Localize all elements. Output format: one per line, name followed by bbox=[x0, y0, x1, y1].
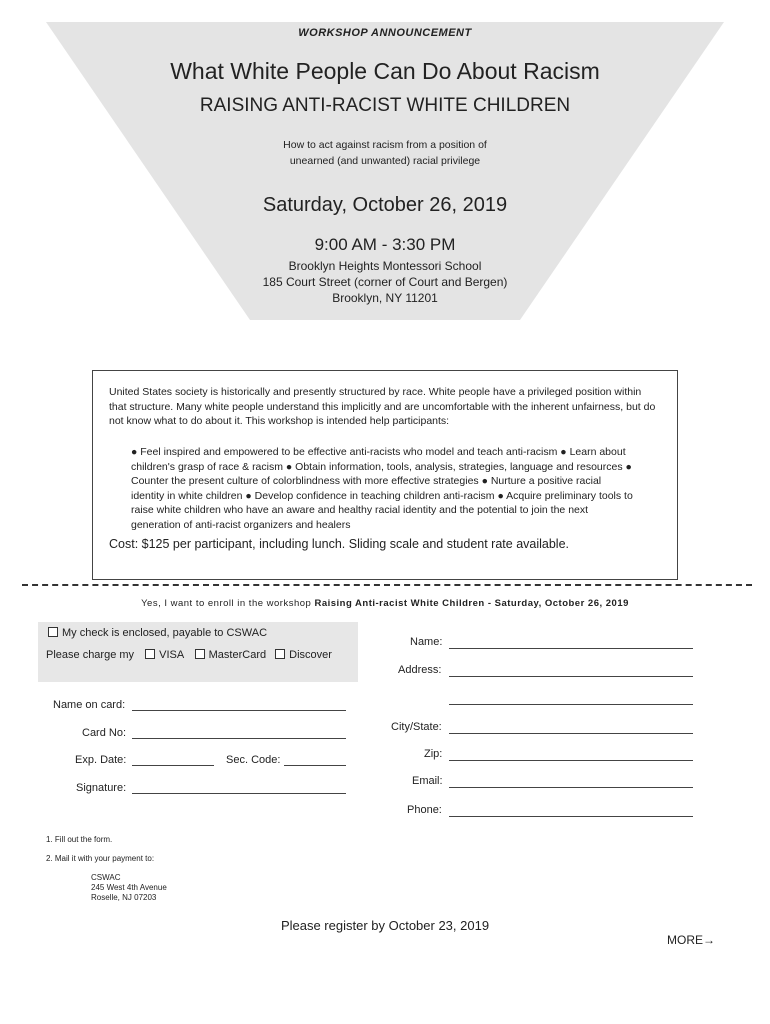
exp-date-label: Exp. Date: bbox=[75, 754, 127, 766]
checkbox-icon[interactable] bbox=[48, 627, 58, 637]
lede-line: unearned (and unwanted) racial privilege bbox=[289, 155, 481, 167]
more-link[interactable] bbox=[667, 933, 715, 947]
bullet-item: Feel inspired and empowered to be effective anti-racists who model and teach anti-racism bbox=[140, 446, 558, 458]
enroll-prefix: Yes, I want to enroll in the workshop bbox=[141, 598, 315, 609]
name-label: Name: bbox=[410, 636, 443, 648]
info-box bbox=[92, 370, 678, 580]
lede-line: How to act against racism from a position of bbox=[283, 139, 487, 151]
bullet-icon: ● bbox=[625, 460, 632, 473]
bullet-item: Obtain information, tools, analysis, strategies, language and resources bbox=[295, 460, 623, 473]
bullet-icon: ● bbox=[285, 460, 296, 473]
signature-label: Signature: bbox=[76, 782, 127, 794]
discover-option[interactable] bbox=[275, 649, 332, 661]
city-state-label: City/State: bbox=[391, 721, 442, 733]
venue-street: 185 Court Street (corner of Court and Bergen) bbox=[262, 275, 508, 289]
bullet-icon: ● bbox=[481, 475, 491, 487]
checkbox-icon[interactable] bbox=[195, 649, 205, 659]
more-label: MORE bbox=[667, 933, 703, 947]
name-on-card-field[interactable] bbox=[132, 710, 346, 711]
address-field[interactable] bbox=[449, 676, 693, 677]
mail-street: 245 West 4th Avenue bbox=[91, 883, 167, 892]
discover-label: Discover bbox=[289, 649, 332, 661]
page-subtitle: RAISING ANTI-RACIST WHITE CHILDREN bbox=[199, 95, 571, 116]
arrow-right-icon: → bbox=[703, 933, 715, 947]
intro-text: United States society is historically and presently structured by race. White people have a privileged position within that structure. Many white people understand this implicitly and are uncomfortable with the inherent unfairness, but do not know what to do about it. This workshop is intended help participants: bbox=[109, 386, 656, 427]
bullet-item: Counter the present culture of colorblindness with more effective strategies bbox=[131, 475, 479, 487]
email-field[interactable] bbox=[449, 787, 693, 788]
zip-label: Zip: bbox=[424, 748, 443, 760]
cost-text: Cost: $125 per participant, including lunch. Sliding scale and student rate available. bbox=[109, 537, 570, 551]
venue-city: Brooklyn, NY 11201 bbox=[332, 291, 438, 305]
charge-label: Please charge my bbox=[46, 649, 135, 661]
check-option[interactable] bbox=[48, 627, 267, 639]
workshop-kicker: WORKSHOP ANNOUNCEMENT bbox=[298, 27, 472, 39]
bullet-item: Acquire preliminary tools to raise white children who have an aware and healthy racial identity and the potential to join the next generation of anti-racist organizers and healers bbox=[131, 489, 633, 531]
bullet-item: Nurture a positive racial identity in white children bbox=[131, 475, 602, 502]
event-date: Saturday, October 26, 2019 bbox=[262, 194, 508, 216]
bullet-item: Learn about children's grasp of race & racism bbox=[131, 446, 626, 473]
mail-city: Roselle, NJ 07203 bbox=[91, 893, 157, 902]
mail-org: CSWAC bbox=[91, 873, 121, 882]
name-on-card-label: Name on card: bbox=[53, 699, 126, 711]
bullet-list bbox=[131, 445, 637, 532]
mailing-address bbox=[91, 873, 167, 903]
bullet-icon: ● bbox=[131, 446, 141, 458]
event-venue bbox=[0, 258, 770, 306]
bullet-icon: ● bbox=[497, 489, 507, 502]
bullet-icon: ● bbox=[560, 446, 570, 458]
venue-name: Brooklyn Heights Montessori School bbox=[288, 259, 482, 273]
mastercard-label: MasterCard bbox=[208, 649, 267, 661]
sec-code-field[interactable] bbox=[284, 765, 346, 766]
address-field-line-2[interactable] bbox=[449, 704, 693, 705]
lede bbox=[0, 137, 770, 169]
phone-label: Phone: bbox=[407, 804, 442, 816]
card-no-label: Card No: bbox=[82, 727, 127, 739]
mastercard-option[interactable] bbox=[195, 649, 266, 661]
event-time: 9:00 AM - 3:30 PM bbox=[314, 235, 456, 254]
visa-option[interactable] bbox=[145, 649, 183, 661]
sec-code-label: Sec. Code: bbox=[226, 754, 281, 766]
signature-field[interactable] bbox=[132, 793, 346, 794]
bullet-item: Develop confidence in teaching children anti-racism bbox=[254, 489, 495, 502]
enroll-workshop: Raising Anti-racist White Children - Saturday, October 26, 2019 bbox=[314, 598, 629, 609]
checkbox-icon[interactable] bbox=[275, 649, 285, 659]
zip-field[interactable] bbox=[449, 760, 693, 761]
enroll-statement bbox=[0, 598, 770, 609]
name-field[interactable] bbox=[449, 648, 693, 649]
charge-options bbox=[46, 649, 332, 661]
checkbox-icon[interactable] bbox=[145, 649, 155, 659]
instruction-step-2: 2. Mail it with your payment to: bbox=[46, 854, 155, 863]
check-label: My check is enclosed, payable to CSWAC bbox=[62, 627, 268, 639]
payment-box bbox=[38, 622, 358, 682]
phone-field[interactable] bbox=[449, 816, 693, 817]
page-title: What White People Can Do About Racism bbox=[170, 58, 600, 84]
visa-label: VISA bbox=[159, 649, 184, 661]
instruction-step-1: 1. Fill out the form. bbox=[46, 835, 113, 844]
city-state-field[interactable] bbox=[449, 733, 693, 734]
exp-date-field[interactable] bbox=[132, 765, 214, 766]
cut-line bbox=[22, 584, 752, 586]
bullet-icon: ● bbox=[245, 489, 255, 502]
registration-deadline: Please register by October 23, 2019 bbox=[280, 918, 490, 933]
address-label: Address: bbox=[398, 664, 442, 676]
card-no-field[interactable] bbox=[132, 738, 346, 739]
email-label: Email: bbox=[412, 775, 443, 787]
